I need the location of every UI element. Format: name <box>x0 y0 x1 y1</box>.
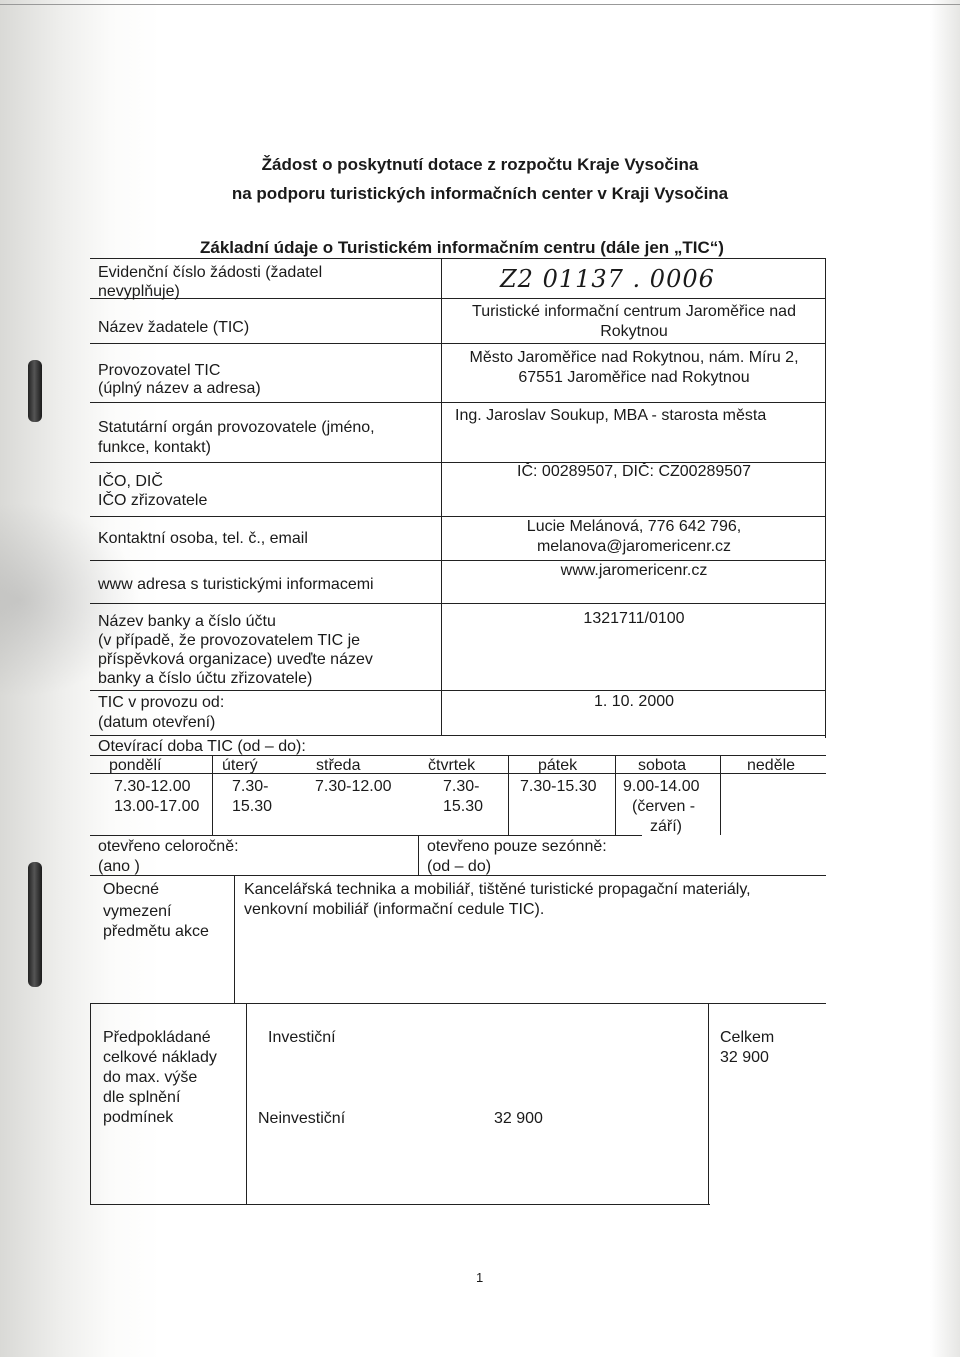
bank-label-2: (v případě, že provozovatelem TIC je <box>98 632 361 649</box>
thursday-hours-1: 7.30- <box>443 778 480 795</box>
page-number: 1 <box>476 1270 484 1285</box>
evidence-number-value: Z2 01137 . 0006 <box>500 265 715 293</box>
saturday-hours-1: 9.00-14.00 <box>623 778 700 795</box>
evidence-number-label-1: Evidenční číslo žádosti (žadatel <box>98 264 323 281</box>
yearround-label-2: (ano ) <box>98 858 140 875</box>
noninvestment-label: Neinvestiční <box>258 1110 346 1127</box>
binder-hole-top <box>28 360 42 422</box>
subject-label-3: předmětu akce <box>103 923 209 940</box>
costs-label-4: dle splnění <box>103 1089 181 1106</box>
document-title-line2: na podporu turistických informačních center v Kraji Vysočina <box>231 184 729 203</box>
row-divider <box>90 690 826 691</box>
investment-label: Investiční <box>268 1029 336 1046</box>
table-border-top <box>90 258 826 259</box>
total-value: 32 900 <box>720 1049 769 1066</box>
bank-label-3: příspěvková organizace) uveďte název <box>98 651 373 668</box>
costs-column-divider <box>246 1003 247 1205</box>
statutory-label-1: Statutární orgán provozovatele (jméno, <box>98 419 375 436</box>
day-column-divider <box>720 755 721 835</box>
contact-label: Kontaktní osoba, tel. č., email <box>98 530 308 547</box>
subject-label-2: vymezení <box>103 903 172 920</box>
applicant-name-value-2: Rokytnou <box>600 323 668 340</box>
noninvestment-value: 32 900 <box>494 1110 543 1127</box>
ico-value: IČ: 00289507, DIČ: CZ00289507 <box>517 463 751 480</box>
costs-divider-bottom <box>90 1204 710 1205</box>
day-header-sunday: neděle <box>747 757 796 774</box>
thursday-hours-2: 15.30 <box>443 798 484 815</box>
day-header-saturday: sobota <box>638 757 687 774</box>
row-divider <box>90 298 826 299</box>
seasonal-label-2: (od – do) <box>427 858 492 875</box>
applicant-name-label: Název žadatele (TIC) <box>98 319 250 336</box>
bank-value: 1321711/0100 <box>583 610 685 627</box>
saturday-hours-3: září) <box>650 818 682 835</box>
costs-label-5: podmínek <box>103 1109 174 1126</box>
www-label: www adresa s turistickými informacemi <box>98 576 374 593</box>
subject-label-1: Obecné <box>103 881 160 898</box>
subject-divider-top <box>90 875 826 876</box>
operator-label-2: (úplný název a adresa) <box>98 380 261 397</box>
evidence-number-label-2: nevyplňuje) <box>98 283 180 300</box>
row-divider <box>90 735 826 736</box>
day-column-divider <box>212 755 213 835</box>
costs-label-3: do max. výše <box>103 1069 198 1086</box>
row-divider <box>90 402 826 403</box>
costs-label-1: Předpokládané <box>103 1029 211 1046</box>
subject-value-1: Kancelářská technika a mobiliář, tištěné turistické propagační materiály, <box>244 881 751 898</box>
day-header-thursday: čtvrtek <box>428 757 476 774</box>
statutory-value: Ing. Jaroslav Soukup, MBA - starosta města <box>455 407 767 424</box>
scan-edge-line <box>0 4 960 5</box>
costs-label-2: celkové náklady <box>103 1049 217 1066</box>
wednesday-hours: 7.30-12.00 <box>315 778 392 795</box>
tuesday-hours-2: 15.30 <box>232 798 273 815</box>
applicant-name-value-1: Turistické informační centrum Jaroměřice nad <box>472 303 796 320</box>
contact-value-1: Lucie Melánová, 776 642 796, <box>526 518 742 535</box>
seasonal-label-1: otevřeno pouze sezónně: <box>427 838 607 855</box>
opening-hours-label: Otevírací doba TIC (od – do): <box>98 738 306 755</box>
operator-value-1: Město Jaroměřice nad Rokytnou, nám. Míru 2, <box>469 349 799 366</box>
seasonality-column-divider <box>418 835 419 875</box>
table-border-right <box>825 258 826 738</box>
contact-value-2: melanova@jaromericenr.cz <box>536 538 732 555</box>
ico-label-2: IČO zřizovatele <box>98 492 208 509</box>
row-divider <box>90 343 826 344</box>
since-label-1: TIC v provozu od: <box>98 694 225 711</box>
costs-border-left <box>90 1003 91 1205</box>
day-header-tuesday: úterý <box>222 757 258 774</box>
bank-label-4: banky a číslo účtu zřizovatele) <box>98 670 313 687</box>
yearround-label-1: otevřeno celoročně: <box>98 838 239 855</box>
day-column-divider <box>508 755 509 835</box>
tuesday-hours-1: 7.30- <box>232 778 269 795</box>
monday-hours-2: 13.00-17.00 <box>114 798 200 815</box>
bank-label-1: Název banky a číslo účtu <box>98 613 276 630</box>
subject-column-divider <box>234 875 235 1003</box>
ico-label-1: IČO, DIČ <box>98 473 163 490</box>
day-header-friday: pátek <box>538 757 578 774</box>
table-column-divider <box>441 258 442 735</box>
document-title-line1: Žádost o poskytnutí dotace z rozpočtu Kraje Vysočina <box>261 155 699 174</box>
since-value: 1. 10. 2000 <box>593 693 675 710</box>
monday-hours-1: 7.30-12.00 <box>114 778 191 795</box>
operator-label-1: Provozovatel TIC <box>98 362 221 379</box>
friday-hours: 7.30-15.30 <box>520 778 597 795</box>
costs-column-divider <box>708 1003 709 1205</box>
total-label: Celkem <box>720 1029 775 1046</box>
www-value: www.jaromericenr.cz <box>560 562 708 579</box>
statutory-label-2: funkce, kontakt) <box>98 439 211 456</box>
subject-value-2: venkovní mobiliář (informační cedule TIC). <box>244 901 545 918</box>
binder-hole-bottom <box>28 862 42 987</box>
saturday-hours-2: (červen - <box>632 798 696 815</box>
row-divider <box>90 603 826 604</box>
section-title: Základní údaje o Turistickém informačním centru (dále jen „TIC“) <box>200 238 724 257</box>
day-header-wednesday: středa <box>316 757 361 774</box>
day-column-divider <box>615 755 616 835</box>
day-header-monday: pondělí <box>109 757 162 774</box>
seasonality-divider-top <box>90 835 642 836</box>
costs-divider-top <box>90 1003 826 1004</box>
since-label-2: (datum otevření) <box>98 714 216 731</box>
operator-value-2: 67551 Jaroměřice nad Rokytnou <box>518 369 750 386</box>
